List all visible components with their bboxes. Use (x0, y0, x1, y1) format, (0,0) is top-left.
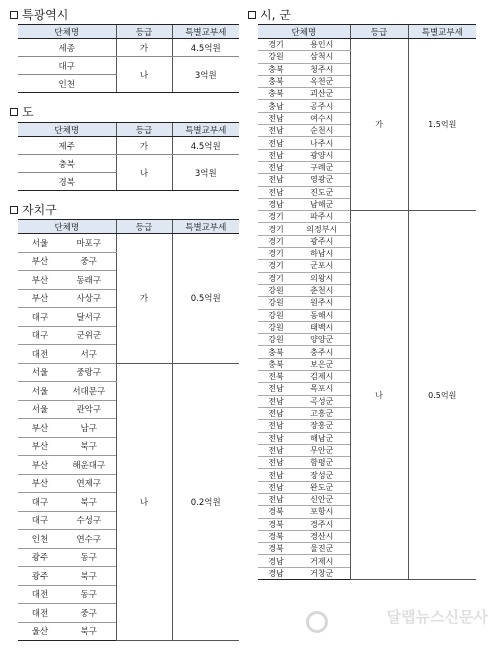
fund-value: 0.5억원 (172, 234, 239, 364)
region-name: 경남 (258, 555, 294, 567)
header-grade: 등급 (116, 220, 172, 234)
region-name: 대전 (18, 585, 62, 604)
unit-name: 삼척시 (294, 51, 350, 63)
unit-name: 서구 (62, 345, 116, 364)
unit-name: 북구 (62, 437, 116, 456)
unit-name: 서대문구 (62, 382, 116, 401)
unit-name: 마포구 (62, 234, 116, 253)
unit-name: 북구 (62, 622, 116, 641)
table-row (18, 363, 239, 382)
region-name: 대구 (18, 511, 62, 530)
header-fund: 특별교부세 (408, 25, 476, 39)
section-title-district-text: 자치구 (22, 203, 57, 217)
grade-value: 나 (116, 57, 172, 93)
unit-name: 광양시 (294, 149, 350, 161)
region-name: 경기 (258, 223, 294, 235)
region-name: 경기 (258, 211, 294, 223)
grade-value: 나 (116, 363, 172, 641)
region-name: 경북 (258, 506, 294, 518)
region-name: 전남 (258, 420, 294, 432)
region-name: 부산 (18, 271, 62, 290)
unit-name: 수성구 (62, 511, 116, 530)
unit-name: 원주시 (294, 297, 350, 309)
section-title-province (10, 103, 34, 120)
region-name: 대구 (18, 326, 62, 345)
region-name: 강원 (258, 309, 294, 321)
region-name: 경기 (258, 39, 294, 51)
region-name: 경북 (258, 530, 294, 542)
region-name: 대구 (18, 308, 62, 327)
region-name: 전남 (258, 432, 294, 444)
unit-name: 제주 (18, 137, 116, 155)
region-name: 경남 (258, 198, 294, 210)
region-name: 전남 (258, 457, 294, 469)
header-name: 단체명 (18, 220, 116, 234)
unit-name: 장성군 (294, 469, 350, 481)
unit-name: 군위군 (62, 326, 116, 345)
unit-name: 남구 (62, 419, 116, 438)
fund-value: 4.5억원 (172, 137, 239, 155)
region-name: 전남 (258, 125, 294, 137)
region-name: 강원 (258, 334, 294, 346)
unit-name: 동구 (62, 585, 116, 604)
unit-name: 경산시 (294, 530, 350, 542)
header-fund: 특별교부세 (172, 220, 239, 234)
unit-name: 장흥군 (294, 420, 350, 432)
unit-name: 함평군 (294, 457, 350, 469)
region-name: 광주 (18, 548, 62, 567)
region-name: 인천 (18, 530, 62, 549)
unit-name: 연수구 (62, 530, 116, 549)
region-name: 서울 (18, 400, 62, 419)
region-name: 대전 (18, 345, 62, 364)
fund-value: 0.5억원 (408, 211, 476, 580)
unit-name: 군포시 (294, 260, 350, 272)
region-name: 전남 (258, 112, 294, 124)
unit-name: 대구 (18, 57, 116, 75)
unit-name: 용인시 (294, 39, 350, 51)
region-name: 서울 (18, 234, 62, 253)
region-name: 충북 (258, 63, 294, 75)
region-name: 전남 (258, 481, 294, 493)
watermark-text: 달랩뉴스신문사 (386, 608, 488, 626)
region-name: 전남 (258, 395, 294, 407)
unit-name: 거제시 (294, 555, 350, 567)
watermark-logo-icon (306, 611, 328, 633)
unit-name: 무안군 (294, 444, 350, 456)
unit-name: 나주시 (294, 137, 350, 149)
unit-name: 북구 (62, 567, 116, 586)
fund-value: 3억원 (172, 155, 239, 191)
table-row (18, 155, 239, 173)
unit-name: 경주시 (294, 518, 350, 530)
unit-name: 관악구 (62, 400, 116, 419)
region-name: 충북 (258, 75, 294, 87)
fund-value: 0.2억원 (172, 363, 239, 641)
header-fund: 특별교부세 (172, 123, 239, 137)
grade-value: 나 (350, 211, 408, 580)
region-name: 전남 (258, 149, 294, 161)
region-name: 전남 (258, 161, 294, 173)
region-name: 전남 (258, 469, 294, 481)
region-name: 부산 (18, 437, 62, 456)
header-grade: 등급 (116, 25, 172, 39)
header-name: 단체명 (18, 25, 116, 39)
region-name: 경북 (258, 518, 294, 530)
region-name: 강원 (258, 51, 294, 63)
unit-name: 남해군 (294, 198, 350, 210)
region-name: 전남 (258, 383, 294, 395)
unit-name: 의왕시 (294, 272, 350, 284)
region-name: 경기 (258, 260, 294, 272)
checkbox-square-icon (248, 11, 256, 19)
section-title-metro-text: 특광역시 (22, 8, 69, 22)
unit-name: 옥천군 (294, 75, 350, 87)
region-name: 전남 (258, 444, 294, 456)
region-name: 대전 (18, 604, 62, 623)
region-name: 강원 (258, 297, 294, 309)
table-row (258, 211, 476, 223)
unit-name: 고흥군 (294, 407, 350, 419)
unit-name: 동구 (62, 548, 116, 567)
region-name: 전남 (258, 174, 294, 186)
region-name: 충북 (258, 88, 294, 100)
region-name: 울산 (18, 622, 62, 641)
unit-name: 파주시 (294, 211, 350, 223)
region-name: 광주 (18, 567, 62, 586)
header-fund: 특별교부세 (172, 25, 239, 39)
region-name: 부산 (18, 419, 62, 438)
unit-name: 김제시 (294, 371, 350, 383)
fund-value: 3억원 (172, 57, 239, 93)
unit-name: 중구 (62, 252, 116, 271)
region-name: 서울 (18, 363, 62, 382)
region-name: 경기 (258, 272, 294, 284)
region-name: 부산 (18, 456, 62, 475)
unit-name: 청주시 (294, 63, 350, 75)
section-title-metro (10, 6, 68, 23)
unit-name: 충주시 (294, 346, 350, 358)
unit-name: 해남군 (294, 432, 350, 444)
unit-name: 중랑구 (62, 363, 116, 382)
unit-name: 달서구 (62, 308, 116, 327)
unit-name: 공주시 (294, 100, 350, 112)
unit-name: 동해시 (294, 309, 350, 321)
region-name: 경기 (258, 248, 294, 260)
unit-name: 신안군 (294, 493, 350, 505)
unit-name: 춘천시 (294, 284, 350, 296)
unit-name: 울진군 (294, 543, 350, 555)
unit-name: 완도군 (294, 481, 350, 493)
header-name: 단체명 (258, 25, 350, 39)
region-name: 전남 (258, 407, 294, 419)
table-row (258, 39, 476, 51)
region-name: 전남 (258, 137, 294, 149)
unit-name: 광주시 (294, 235, 350, 247)
unit-name: 영광군 (294, 174, 350, 186)
checkbox-square-icon (10, 108, 18, 116)
grade-value: 가 (116, 137, 172, 155)
unit-name: 포항시 (294, 506, 350, 518)
checkbox-square-icon (10, 11, 18, 19)
region-name: 전남 (258, 186, 294, 198)
unit-name: 태백시 (294, 321, 350, 333)
header-grade: 등급 (350, 25, 408, 39)
unit-name: 곡성군 (294, 395, 350, 407)
city-table (258, 24, 476, 580)
unit-name: 양양군 (294, 334, 350, 346)
grade-value: 나 (116, 155, 172, 191)
region-name: 충북 (258, 346, 294, 358)
fund-value: 4.5억원 (172, 39, 239, 57)
region-name: 경남 (258, 567, 294, 579)
table-row (18, 39, 239, 57)
unit-name: 의정부시 (294, 223, 350, 235)
region-name: 부산 (18, 252, 62, 271)
unit-name: 해운대구 (62, 456, 116, 475)
region-name: 부산 (18, 474, 62, 493)
unit-name: 세종 (18, 39, 116, 57)
unit-name: 경북 (18, 173, 116, 191)
district-table (18, 219, 239, 641)
section-title-city (248, 6, 291, 23)
unit-name: 여수시 (294, 112, 350, 124)
region-name: 부산 (18, 289, 62, 308)
unit-name: 목포시 (294, 383, 350, 395)
unit-name: 하남시 (294, 248, 350, 260)
province-table (18, 122, 239, 191)
region-name: 경북 (258, 543, 294, 555)
table-row (18, 57, 239, 75)
header-grade: 등급 (116, 123, 172, 137)
section-title-city-text: 시, 군 (260, 8, 291, 22)
region-name: 전남 (258, 493, 294, 505)
section-title-district (10, 201, 57, 218)
region-name: 충북 (258, 358, 294, 370)
unit-name: 보은군 (294, 358, 350, 370)
table-row (18, 137, 239, 155)
unit-name: 인천 (18, 75, 116, 93)
unit-name: 중구 (62, 604, 116, 623)
grade-value: 가 (350, 39, 408, 211)
region-name: 대구 (18, 493, 62, 512)
region-name: 강원 (258, 321, 294, 333)
region-name: 충남 (258, 100, 294, 112)
grade-value: 가 (116, 234, 172, 364)
checkbox-square-icon (10, 206, 18, 214)
region-name: 경기 (258, 235, 294, 247)
grade-value: 가 (116, 39, 172, 57)
unit-name: 북구 (62, 493, 116, 512)
table-row (18, 234, 239, 253)
unit-name: 사상구 (62, 289, 116, 308)
unit-name: 연제구 (62, 474, 116, 493)
fund-value: 1.5억원 (408, 39, 476, 211)
unit-name: 동래구 (62, 271, 116, 290)
metro-table (18, 24, 239, 93)
unit-name: 괴산군 (294, 88, 350, 100)
unit-name: 충북 (18, 155, 116, 173)
region-name: 서울 (18, 382, 62, 401)
unit-name: 순천시 (294, 125, 350, 137)
unit-name: 진도군 (294, 186, 350, 198)
region-name: 전북 (258, 371, 294, 383)
header-name: 단체명 (18, 123, 116, 137)
region-name: 강원 (258, 284, 294, 296)
unit-name: 구례군 (294, 161, 350, 173)
unit-name: 거창군 (294, 567, 350, 579)
section-title-province-text: 도 (22, 105, 34, 119)
